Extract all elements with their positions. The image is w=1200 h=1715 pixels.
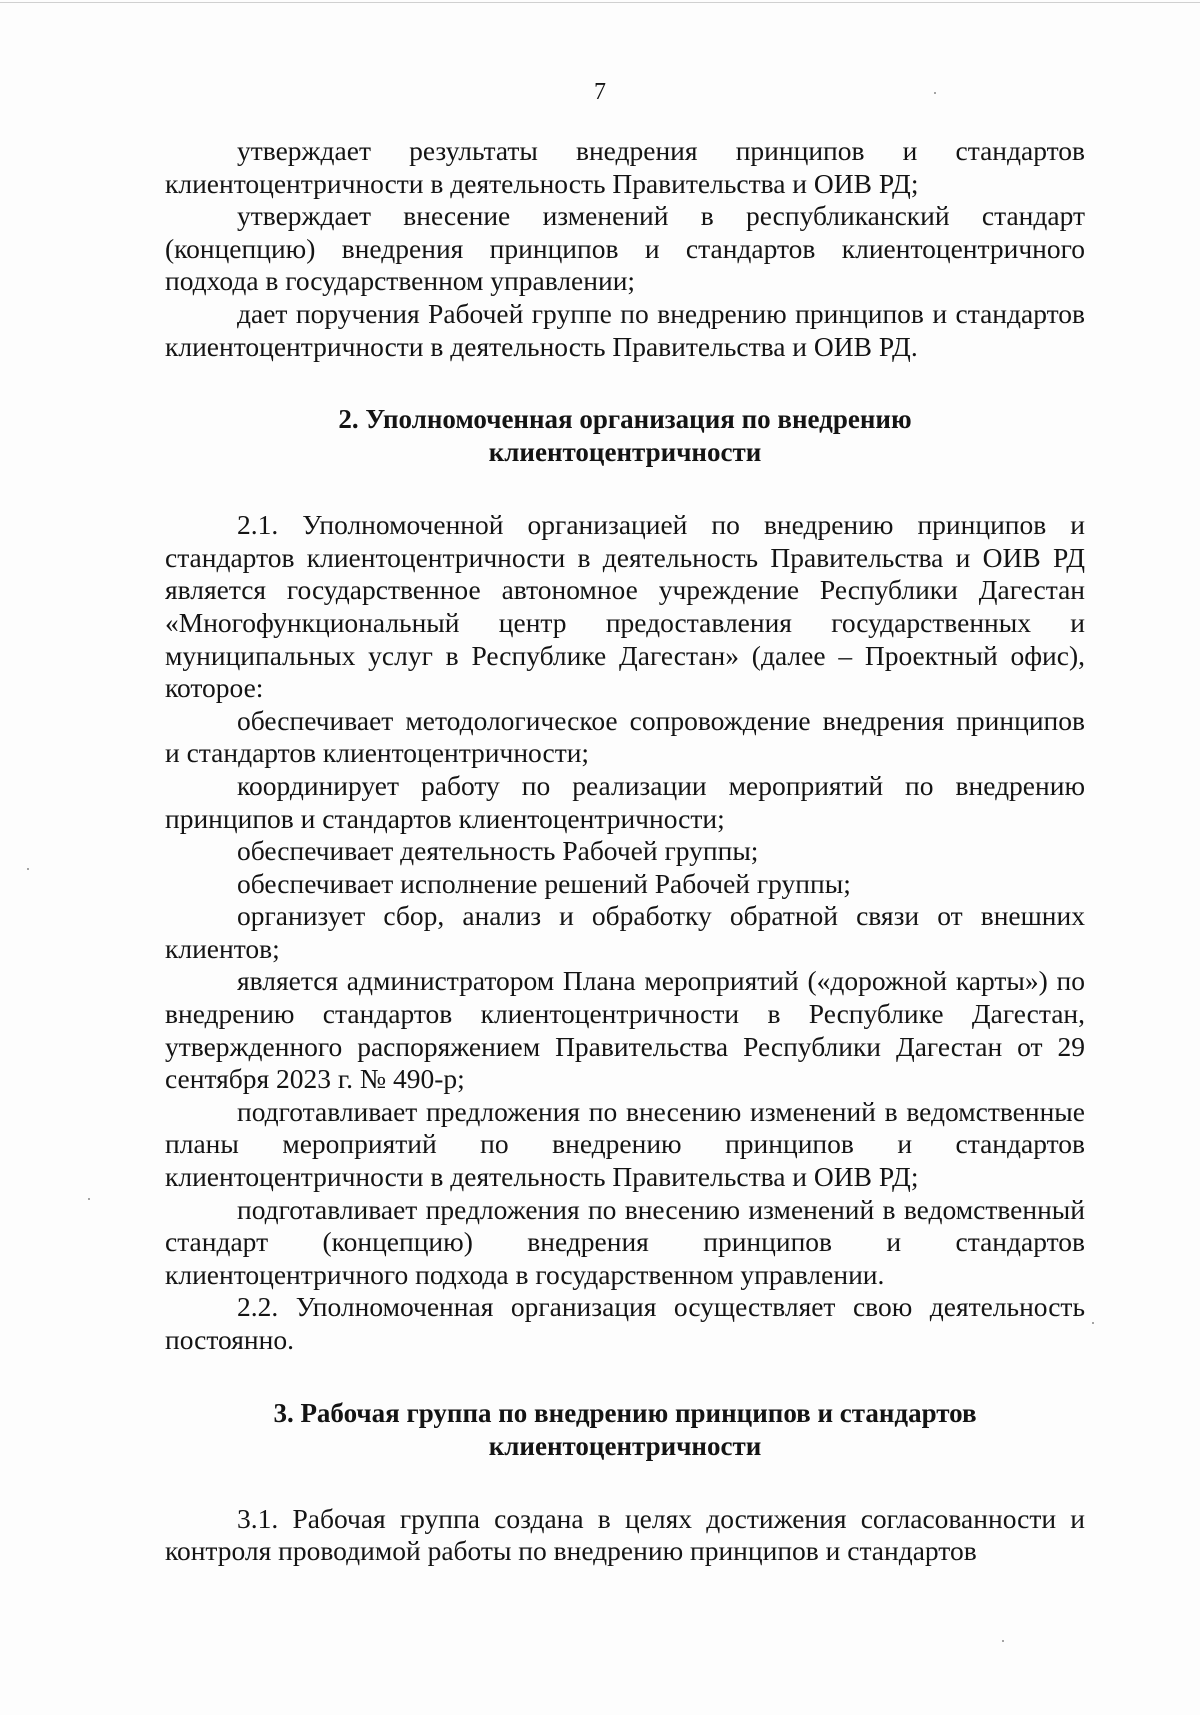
section-3-heading-line-1: 3. Рабочая группа по внедрению принципов и стандартов <box>273 1397 977 1428</box>
scan-speck <box>934 92 936 94</box>
section-2-paragraph: 2.2. Уполномоченная организация осуществляет свою деятельность постоянно. <box>165 1291 1085 1355</box>
section-2-paragraph: организует сбор, анализ и обработку обратной связи от внешних клиентов; <box>165 900 1085 964</box>
section-2-heading-line-2: клиентоцентричности <box>488 437 762 468</box>
page-number: 7 <box>594 79 606 105</box>
scan-speck <box>88 1198 90 1200</box>
scan-top-edge <box>0 2 1200 3</box>
section-2-paragraph: является администратором Плана мероприятий («дорожной карты») по внедрению стандартов клиентоцентричности в Республике Дагестан, утвержденного распоряжением Правительства Республики Дагестан от 29 сентября 2023 г. № 490-р; <box>165 965 1085 1095</box>
scan-speck <box>1092 1322 1094 1324</box>
scan-speck <box>27 868 29 870</box>
intro-paragraph-2: утверждает внесение изменений в республиканский стандарт (концепцию) внедрения принципов и стандартов клиентоцентричного подхода в государственном управлении; <box>165 200 1085 297</box>
section-3-heading-line-2: клиентоцентричности <box>488 1430 762 1461</box>
section-2-paragraph: обеспечивает методологическое сопровождение внедрения принципов и стандартов клиентоцентричности; <box>165 704 1085 769</box>
section-2-paragraph: подготавливает предложения по внесению изменений в ведомственные планы мероприятий по внедрению принципов и стандартов клиентоцентричности в деятельность Правительства и ОИВ РД; <box>165 1095 1085 1193</box>
document-body <box>165 135 1085 1568</box>
intro-paragraph-3: дает поручения Рабочей группе по внедрению принципов и стандартов клиентоцентричности в деятельность Правительства и ОИВ РД. <box>165 297 1085 362</box>
spacer <box>165 1357 1085 1397</box>
section-2-paragraph: обеспечивает деятельность Рабочей группы; <box>237 835 759 867</box>
section-2-paragraph: подготавливает предложения по внесению изменений в ведомственный стандарт (концепцию) внедрения принципов и стандартов клиентоцентричного подхода в государственном управлении. <box>165 1193 1085 1290</box>
section-2-paragraph: обеспечивает исполнение решений Рабочей группы; <box>237 867 851 899</box>
section-3-heading <box>165 1397 1085 1463</box>
spacer <box>165 363 1085 403</box>
section-2-heading <box>165 403 1085 469</box>
scan-speck <box>1002 1640 1004 1642</box>
spacer <box>165 469 1085 509</box>
intro-paragraph-1: утверждает результаты внедрения принципов и стандартов клиентоцентричности в деятельность Правительства и ОИВ РД; <box>165 135 1085 199</box>
section-2-paragraph: координирует работу по реализации мероприятий по внедрению принципов и стандартов клиентоцентричности; <box>165 769 1085 834</box>
section-2-paragraph: 2.1. Уполномоченной организацией по внедрению принципов и стандартов клиентоцентричности в деятельность Правительства и ОИВ РД является государственное автономное учреждение Республики Дагестан «Многофункциональный центр предоставления государственных и муниципальных услуг в Республике Дагестан» (далее – Проектный офис), которое: <box>165 509 1085 704</box>
section-2-heading-line-1: 2. Уполномоченная организация по внедрению <box>338 404 912 435</box>
section-3-paragraph: 3.1. Рабочая группа создана в целях достижения согласованности и контроля проводимой работы по внедрению принципов и стандартов <box>165 1502 1085 1567</box>
spacer <box>165 1463 1085 1503</box>
